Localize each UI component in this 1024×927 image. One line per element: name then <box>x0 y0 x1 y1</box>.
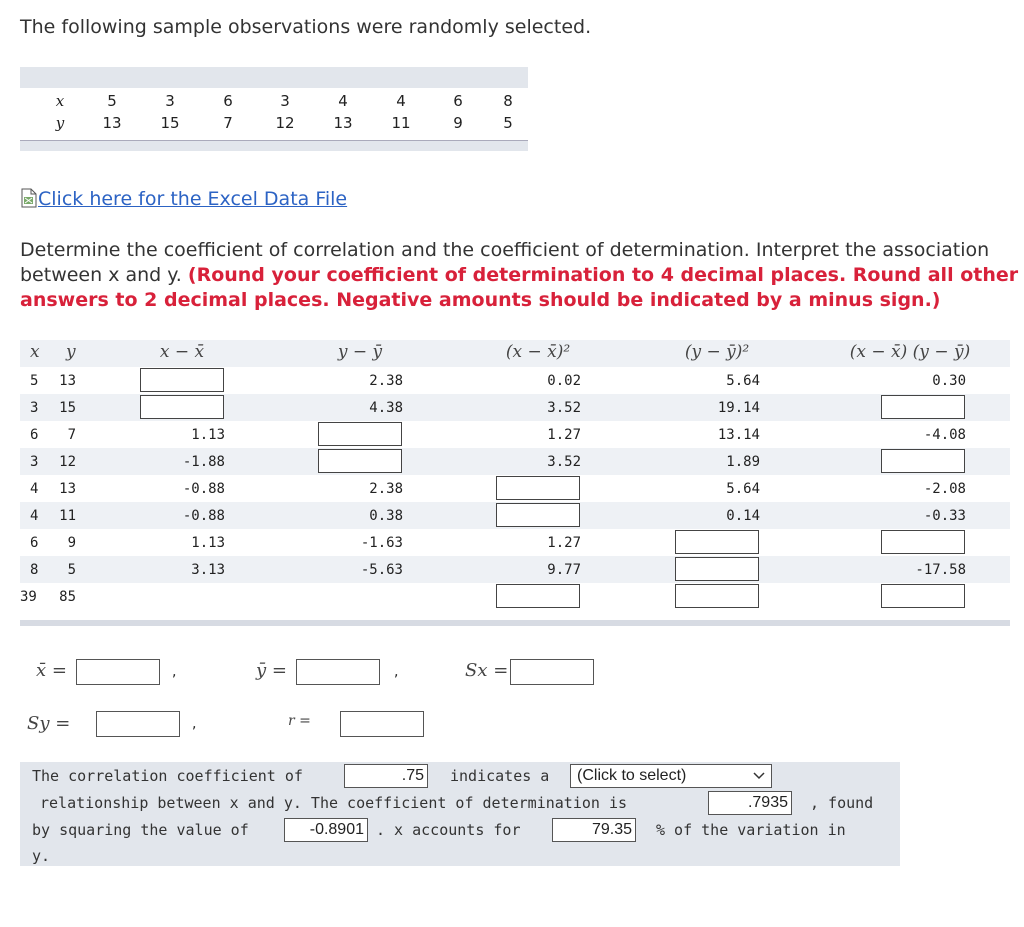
sx-label: Sx = <box>465 660 509 681</box>
table-cell-x: 5 <box>30 373 39 389</box>
sample-x-value: 4 <box>338 92 348 110</box>
sample-table-header-bar <box>20 67 528 88</box>
answer-input-dxdy[interactable] <box>881 530 965 554</box>
table-cell-dy2: 0.14 <box>726 508 760 524</box>
table-cell-dy: 4.38 <box>369 400 403 416</box>
sample-y-value: 13 <box>102 114 122 132</box>
sample-table-footer-bar <box>20 140 528 151</box>
answer-input-dx[interactable] <box>140 395 224 419</box>
table-cell-dx2: 9.77 <box>547 562 581 578</box>
sample-y-value: 11 <box>391 114 411 132</box>
sample-x-value: 3 <box>280 92 290 110</box>
answer-input-dy[interactable] <box>318 449 402 473</box>
table-cell-dx: -0.88 <box>182 481 225 497</box>
table-cell-dy: -5.63 <box>360 562 403 578</box>
work-table-header-cell: (x − x̄)² <box>505 342 571 362</box>
table-cell-dxdy: -2.08 <box>923 481 966 497</box>
table-cell-dy: 0.38 <box>369 508 403 524</box>
answer-input-dxdy[interactable] <box>881 449 965 473</box>
work-table-header-cell: x <box>30 342 40 362</box>
table-cell-dy: 2.38 <box>369 481 403 497</box>
table-cell-x: 4 <box>30 508 39 524</box>
excel-data-link[interactable]: Click here for the Excel Data File <box>38 188 348 210</box>
interp-text-8: y. <box>32 847 51 865</box>
intro-text: The following sample observations were randomly selected. <box>20 16 592 38</box>
work-table-header-cell: y <box>66 342 76 362</box>
question-prompt <box>20 238 1020 313</box>
table-cell-x: 6 <box>30 427 39 443</box>
table-cell-y: 13 <box>59 373 76 389</box>
sample-y-label: y <box>55 114 65 132</box>
table-cell-dx2: 3.52 <box>547 400 581 416</box>
excel-link-row[interactable] <box>20 188 347 210</box>
table-cell-dxdy: -17.58 <box>915 562 966 578</box>
interp-text-5: by squaring the value of <box>32 821 249 839</box>
table-cell-dx2: 0.02 <box>547 373 581 389</box>
answer-input-dx[interactable] <box>140 368 224 392</box>
r-value-field[interactable]: .75 <box>344 764 428 788</box>
table-cell-x: 8 <box>30 562 39 578</box>
ybar-input[interactable] <box>296 659 380 685</box>
table-cell-dxdy: 0.30 <box>932 373 966 389</box>
table-cell-dy: -1.63 <box>360 535 403 551</box>
sample-x-label: x <box>55 92 65 110</box>
sample-x-value: 4 <box>396 92 406 110</box>
answer-input-dy2[interactable] <box>675 530 759 554</box>
answer-input-dy2[interactable] <box>675 584 759 608</box>
comma-2: , <box>394 664 399 680</box>
sx-input[interactable] <box>510 659 594 685</box>
table-cell-dx: 1.13 <box>191 427 225 443</box>
table-cell-y: 15 <box>59 400 76 416</box>
interp-text-6: . x accounts for <box>376 821 521 839</box>
table-cell-dy2: 5.64 <box>726 373 760 389</box>
ybar-label: ȳ = <box>256 660 287 681</box>
table-cell-x: 6 <box>30 535 39 551</box>
sy-input[interactable] <box>96 711 180 737</box>
table-cell-dx2: 1.27 <box>547 427 581 443</box>
table-cell-dy2: 1.89 <box>726 454 760 470</box>
table-cell-dx2: 1.27 <box>547 535 581 551</box>
table-cell-x: 39 <box>20 589 37 605</box>
interp-text-4: , found <box>810 794 874 812</box>
interp-text-2: indicates a <box>450 767 550 785</box>
answer-input-dy[interactable] <box>318 422 402 446</box>
table-cell-y: 85 <box>59 589 76 605</box>
interp-text-3: relationship between x and y. The coefficient of determination is <box>40 794 627 812</box>
table-cell-x: 3 <box>30 454 39 470</box>
table-cell-y: 5 <box>67 562 76 578</box>
comma-3: , <box>192 716 197 732</box>
table-cell-dx: -1.88 <box>182 454 225 470</box>
file-icon <box>20 188 38 208</box>
sample-y-value: 9 <box>453 114 463 132</box>
sample-x-value: 8 <box>503 92 513 110</box>
answer-input-dxdy[interactable] <box>881 395 965 419</box>
comma-1: , <box>172 664 177 680</box>
table-cell-x: 4 <box>30 481 39 497</box>
xbar-input[interactable] <box>76 659 160 685</box>
sample-x-value: 6 <box>223 92 233 110</box>
table-cell-dxdy: -4.08 <box>923 427 966 443</box>
table-cell-dxdy: -0.33 <box>923 508 966 524</box>
table-cell-dy: 2.38 <box>369 373 403 389</box>
sample-y-value: 12 <box>275 114 295 132</box>
work-table-header-cell: (x − x̄) (y − ȳ) <box>849 342 971 362</box>
work-table-header-cell: x − x̄ <box>159 342 205 362</box>
sample-y-value: 7 <box>223 114 233 132</box>
work-table-header-cell: y − ȳ <box>337 342 383 362</box>
table-cell-y: 13 <box>59 481 76 497</box>
answer-input-dxdy[interactable] <box>881 584 965 608</box>
r-input[interactable] <box>340 711 424 737</box>
answer-input-dx2[interactable] <box>496 476 580 500</box>
relationship-select-value: (Click to select) <box>577 767 687 784</box>
work-table-header-cell: (y − ȳ)² <box>684 342 750 362</box>
r2-value-field[interactable]: .7935 <box>708 791 792 815</box>
sample-x-value: 5 <box>107 92 117 110</box>
table-cell-dy2: 19.14 <box>717 400 760 416</box>
work-table-bottom-bar <box>20 620 1010 626</box>
table-cell-y: 11 <box>59 508 76 524</box>
answer-input-dx2[interactable] <box>496 503 580 527</box>
xbar-label: x̄ = <box>36 660 67 681</box>
interp-text-7: % of the variation in <box>656 821 846 839</box>
table-cell-dx: -0.88 <box>182 508 225 524</box>
table-cell-x: 3 <box>30 400 39 416</box>
sample-y-value: 5 <box>503 114 513 132</box>
sample-y-value: 15 <box>160 114 180 132</box>
chevron-down-icon <box>753 765 765 794</box>
table-cell-dx: 1.13 <box>191 535 225 551</box>
prompt-text: Determine the coefficient of correlation and the coefficient of determination. Interpret the association between x and y. <box>20 239 990 286</box>
table-cell-dy2: 5.64 <box>726 481 760 497</box>
r-label: r = <box>288 713 311 729</box>
sample-x-value: 3 <box>165 92 175 110</box>
interp-text-1: The correlation coefficient of <box>32 767 303 785</box>
sy-label: Sy = <box>27 713 71 734</box>
sample-x-value: 6 <box>453 92 463 110</box>
relationship-select[interactable] <box>570 764 772 788</box>
percent-variation-field[interactable]: 79.35 <box>552 818 636 842</box>
table-cell-dx2: 3.52 <box>547 454 581 470</box>
table-cell-y: 12 <box>59 454 76 470</box>
table-cell-dy2: 13.14 <box>717 427 760 443</box>
r-squared-source-field[interactable]: -0.8901 <box>284 818 368 842</box>
interpretation-panel <box>20 762 900 866</box>
answer-input-dy2[interactable] <box>675 557 759 581</box>
table-cell-y: 9 <box>67 535 76 551</box>
table-cell-dx: 3.13 <box>191 562 225 578</box>
sample-y-value: 13 <box>333 114 353 132</box>
rounding-instructions: (Round your coefficient of determination to 4 decimal places. Round all other answers to 2 decimal places. Negative amounts should be indicated by a minus sign.) <box>20 264 1019 311</box>
table-cell-y: 7 <box>67 427 76 443</box>
answer-input-dx2[interactable] <box>496 584 580 608</box>
